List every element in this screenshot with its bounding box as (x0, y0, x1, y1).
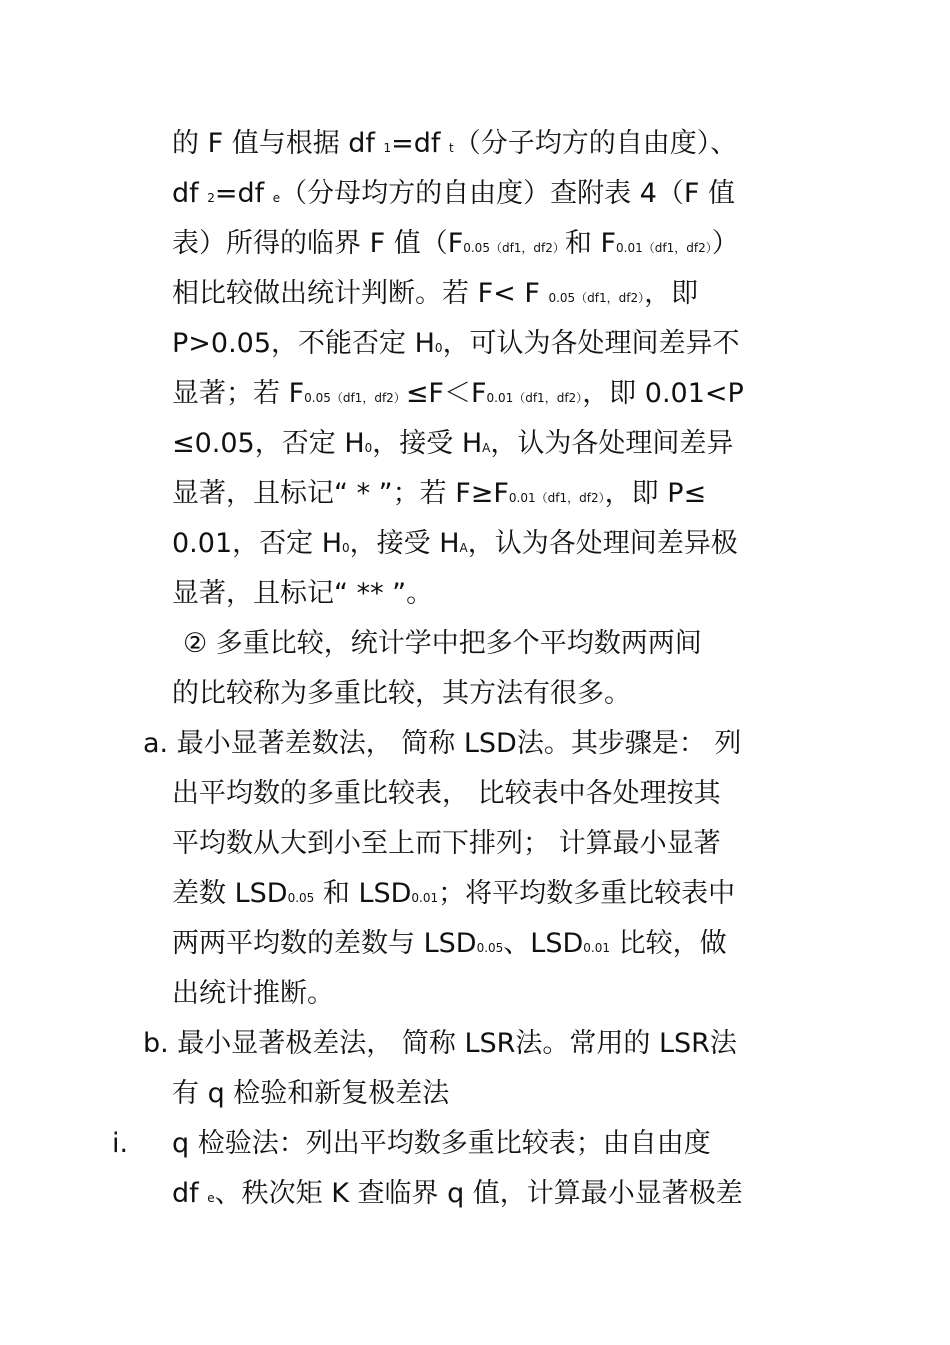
list-item-b: b. 最小显著极差法， 简称 LSR法。常用的 LSR法 (143, 1028, 737, 1059)
text-line-2: df 2=df e（分母均方的自由度）查附表 4（F 值 (172, 178, 735, 209)
text-line-12: 的比较称为多重比较，其方法有很多。 (172, 678, 631, 709)
text-line-20: 有 q 检验和新复极差法 (172, 1078, 450, 1109)
list-marker-i: i. (112, 1128, 129, 1159)
section-heading-multiple-comparison: ② 多重比较，统计学中把多个平均数两两间 (183, 628, 702, 659)
text-line-14: 出平均数的多重比较表， 比较表中各处理按其 (172, 778, 721, 809)
list-item-i: i. q 检验法：列出平均数多重比较表；由自由度 (172, 1119, 711, 1169)
list-item-a: a. 最小显著差数法， 简称 LSD法。其步骤是： 列 (143, 728, 742, 759)
text-line-10: 显著，且标记“ ** ”。 (172, 578, 434, 609)
text-line-16: 差数 LSD0.05 和 LSD0.01；将平均数多重比较表中 (172, 878, 736, 909)
text-line-3: 表）所得的临界 F 值（F0.05（df1，df2）和 F0.01（df1，df2）） (172, 228, 739, 259)
text-line-22: df e、秩次矩 K 查临界 q 值，计算最小显著极差 (172, 1178, 743, 1209)
text-line-8: 显著，且标记“ * ”；若 F≥F0.01（df1，df2），即 P≤ (172, 478, 707, 509)
text-line-7: ≤0.05，否定 H0，接受 HA，认为各处理间差异 (172, 428, 734, 459)
text-line-18: 出统计推断。 (172, 978, 334, 1009)
text-line-6: 显著；若 F0.05（df1，df2）≤F＜F0.01（df1，df2），即 0.01<P (172, 378, 744, 409)
text-line-9: 0.01，否定 H0，接受 HA，认为各处理间差异极 (172, 528, 738, 559)
text-line-5: P>0.05，不能否定 H0，可认为各处理间差异不 (172, 328, 740, 359)
text-line-4: 相比较做出统计判断。若 F< F 0.05（df1，df2），即 (172, 278, 699, 309)
text-line-17: 两两平均数的差数与 LSD0.05、LSD0.01 比较，做 (172, 928, 727, 959)
text-line-15: 平均数从大到小至上而下排列； 计算最小显著 (172, 828, 721, 859)
text-line-1: 的 F 值与根据 df 1=df t（分子均方的自由度）、 (172, 128, 738, 159)
